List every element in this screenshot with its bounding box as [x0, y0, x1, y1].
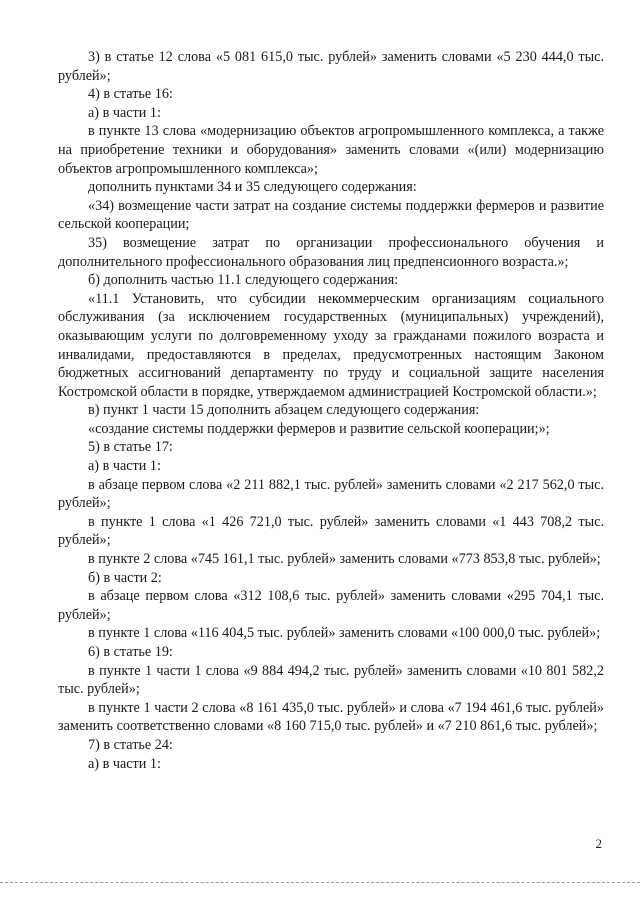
paragraph: в пункте 1 слова «1 426 721,0 тыс. рублей» заменить словами «1 443 708,2 тыс. рублей»;	[58, 513, 604, 549]
paragraph: «создание системы поддержки фермеров и развитие сельской кооперации;»;	[88, 420, 550, 437]
paragraph: «34) возмещение части затрат на создание системы поддержки фермеров и развитие сельской кооперации;	[58, 197, 604, 233]
paragraph: в абзаце первом слова «2 211 882,1 тыс. рублей» заменить словами «2 217 562,0 тыс. рублей»;	[58, 476, 604, 512]
paragraph: а) в части 1:	[88, 104, 161, 121]
paragraph: «11.1 Установить, что субсидии некоммерческим организациям социального обслуживания (за исключением государственных (муниципальных) учреждений), оказывающим услуги по долговременному уходу за гражданами пожилого возраста и инвалидами, предоставляются в пределах, предусмотренных настоящим Законом бюджетных ассигнований департаменту по труду и социальной защите населения Костромской области в порядке, утверждаемом администрацией Костромской области.»;	[58, 290, 604, 400]
paragraph: а) в части 1:	[88, 755, 161, 772]
page-bottom-edge	[0, 882, 640, 883]
paragraph: в пункте 1 слова «116 404,5 тыс. рублей» заменить словами «100 000,0 тыс. рублей»;	[88, 625, 601, 642]
page-number: 2	[595, 836, 602, 851]
paragraph: 3) в статье 12 слова «5 081 615,0 тыс. рублей» заменить словами «5 230 444,0 тыс. рублей»;	[58, 49, 604, 84]
paragraph: дополнить пунктами 34 и 35 следующего содержания:	[88, 179, 417, 196]
paragraph: а) в части 1:	[88, 458, 161, 475]
paragraph: б) в части 2:	[88, 569, 162, 586]
paragraph: в) пункт 1 части 15 дополнить абзацем следующего содержания:	[88, 402, 480, 419]
paragraph: 7) в статье 24:	[88, 736, 173, 753]
paragraph: 35) возмещение затрат по организации профессионального обучения и дополнительного профессионального образования лиц предпенсионного возраста.»;	[58, 234, 604, 270]
paragraph: в абзаце первом слова «312 108,6 тыс. рублей» заменить словами «295 704,1 тыс. рублей»;	[58, 588, 604, 623]
paragraph: 5) в статье 17:	[88, 439, 173, 456]
paragraph: в пункте 1 части 2 слова «8 161 435,0 тыс. рублей» и слова «7 194 461,6 тыс. рублей» заменить соответственно словами «8 160 715,0 тыс. рублей» и «7 210 861,6 тыс. рублей»;	[58, 699, 604, 735]
paragraph: 4) в статье 16:	[88, 86, 173, 103]
document-body	[58, 48, 604, 773]
paragraph: 6) в статье 19:	[88, 644, 173, 660]
paragraph: в пункте 13 слова «модернизацию объектов агропромышленного комплекса, а также на приобретение техники и оборудования» заменить словами «(или) модернизацию объектов агропромышленного комплекса»;	[58, 123, 604, 177]
paragraph: б) дополнить частью 11.1 следующего содержания:	[88, 272, 399, 289]
paragraph: в пункте 1 части 1 слова «9 884 494,2 тыс. рублей» заменить словами «10 801 582,2 тыс. рублей»;	[58, 662, 604, 698]
paragraph: в пункте 2 слова «745 161,1 тыс. рублей» заменить словами «773 853,8 тыс. рублей»;	[88, 551, 601, 568]
